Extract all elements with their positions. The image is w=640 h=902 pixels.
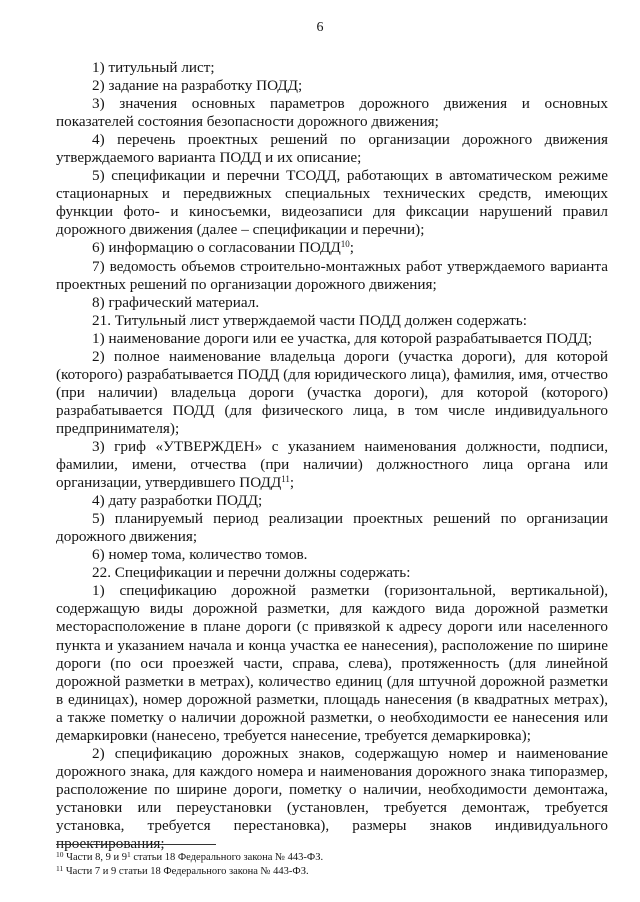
list-item-road-name: 1) наименование дороги или ее участка, для которой разрабатывается ПОДД;: [92, 329, 593, 347]
footnote-superscript: 1: [126, 850, 131, 859]
list-item-graphic-material: 8) графический материал.: [92, 293, 260, 311]
page-number: 6: [316, 20, 324, 35]
list-item-road-owner: 2) полное наименование владельца дороги (участка дороги), для которой (которого) разрабатывается ПОДД (для юридического лица), фамилия, имя, отчество (при наличии) владельца дороги (участка дороги), для которой (которого) разрабатывается ПОДД (для физического лица, в том числе индивидуального предпринимателя);: [56, 347, 608, 437]
clause-21: 21. Титульный лист утверждаемой части ПОДД должен содержать:: [92, 311, 527, 329]
body-text: [56, 59, 608, 853]
list-item-traffic-parameters: 3) значения основных параметров дорожного движения и основных показателей состояния безопасности дорожного движения;: [56, 95, 608, 131]
paragraph-tail: ;: [349, 239, 355, 257]
paragraph-text: 6) информацию о согласовании ПОДД: [92, 239, 341, 257]
list-item-volume-number: 6) номер тома, количество томов.: [92, 546, 308, 564]
list-item-works-statement: 7) ведомость объемов строительно-монтажных работ утверждаемого варианта проектных решений по организации дорожного движения;: [56, 257, 608, 293]
list-item-design-solutions: 4) перечень проектных решений по организации дорожного движения утверждаемого варианта ПОДД и их описание;: [56, 131, 608, 167]
clause-22: 22. Спецификации и перечни должны содержать:: [92, 564, 411, 582]
footnote-11: [56, 865, 608, 879]
footnote-divider: [56, 844, 216, 845]
list-item-marking-specification: 1) спецификацию дорожной разметки (горизонтальной, вертикальной), содержащую виды дорожной разметки, для каждого вида дорожной разметки месторасположение в плане дороги (с привязкой к адресу дороги или населенного пункта и указанием начала и конца участка ее нанесения), расположение по ширине дороги (по оси проезжей части, справа, слева), протяженность (для линейной дорожной разметки в метрах), количество единиц (для штучной дорожной разметки в единицах), номер дорожной разметки, площадь нанесения (в квадратных метрах), а также пометку о наличии дорожной разметки, о необходимости ее нанесения или демаркировки (нанесено, требуется нанесение, требуется демаркировка);: [56, 582, 608, 744]
paragraph-text: 3) гриф «УТВЕРЖДЕН» с указанием наименования должности, подписи, фамилии, имени, отчества (при наличии) должностного лица органа или организации, утвердившего ПОДД: [56, 437, 608, 492]
footnote-10: [56, 851, 608, 865]
footnotes: [56, 851, 608, 879]
list-item-implementation-period: 5) планируемый период реализации проектных решений по организации дорожного движения;: [56, 510, 608, 546]
list-item-specifications: 5) спецификации и перечни ТСОДД, работающих в автоматическом режиме стационарных и передвижных специальных технических средств, имеющих функции фото- и киносъемки, видеозаписи для фиксации нарушений правил дорожного движения (далее – спецификации и перечни);: [56, 167, 608, 239]
list-item-signs-specification: 2) спецификацию дорожных знаков, содержащую номер и наименование дорожного знака, для каждого номера и наименования дорожного знака типоразмер, расположение по ширине дороги, пометку о наличии, необходимости демонтажа, установки или переустановки (установлен, требуется демонтаж, требуется установка, требуется перестановка), размеры знаков индивидуального проектирования;: [56, 744, 608, 853]
footnote-ref: 11: [281, 474, 290, 485]
list-item-assignment: 2) задание на разработку ПОДД;: [92, 77, 303, 95]
footnote-text: Части 8, 9 и 9: [63, 852, 127, 863]
list-item-title-page: 1) титульный лист;: [92, 59, 215, 76]
footnote-text: Части 7 и 9 статьи 18 Федерального закона № 443-ФЗ.: [63, 866, 309, 877]
footnote-text-tail: статьи 18 Федерального закона № 443-ФЗ.: [130, 852, 324, 863]
list-item-approval-stamp: [56, 438, 608, 492]
footnote-mark: 10: [56, 850, 64, 859]
footnote-ref: 10: [340, 239, 350, 250]
footnote-mark: 11: [56, 864, 64, 873]
list-item-development-date: 4) дату разработки ПОДД;: [92, 492, 263, 510]
paragraph-tail: ;: [289, 474, 295, 492]
list-item-approval-info: [56, 239, 608, 257]
